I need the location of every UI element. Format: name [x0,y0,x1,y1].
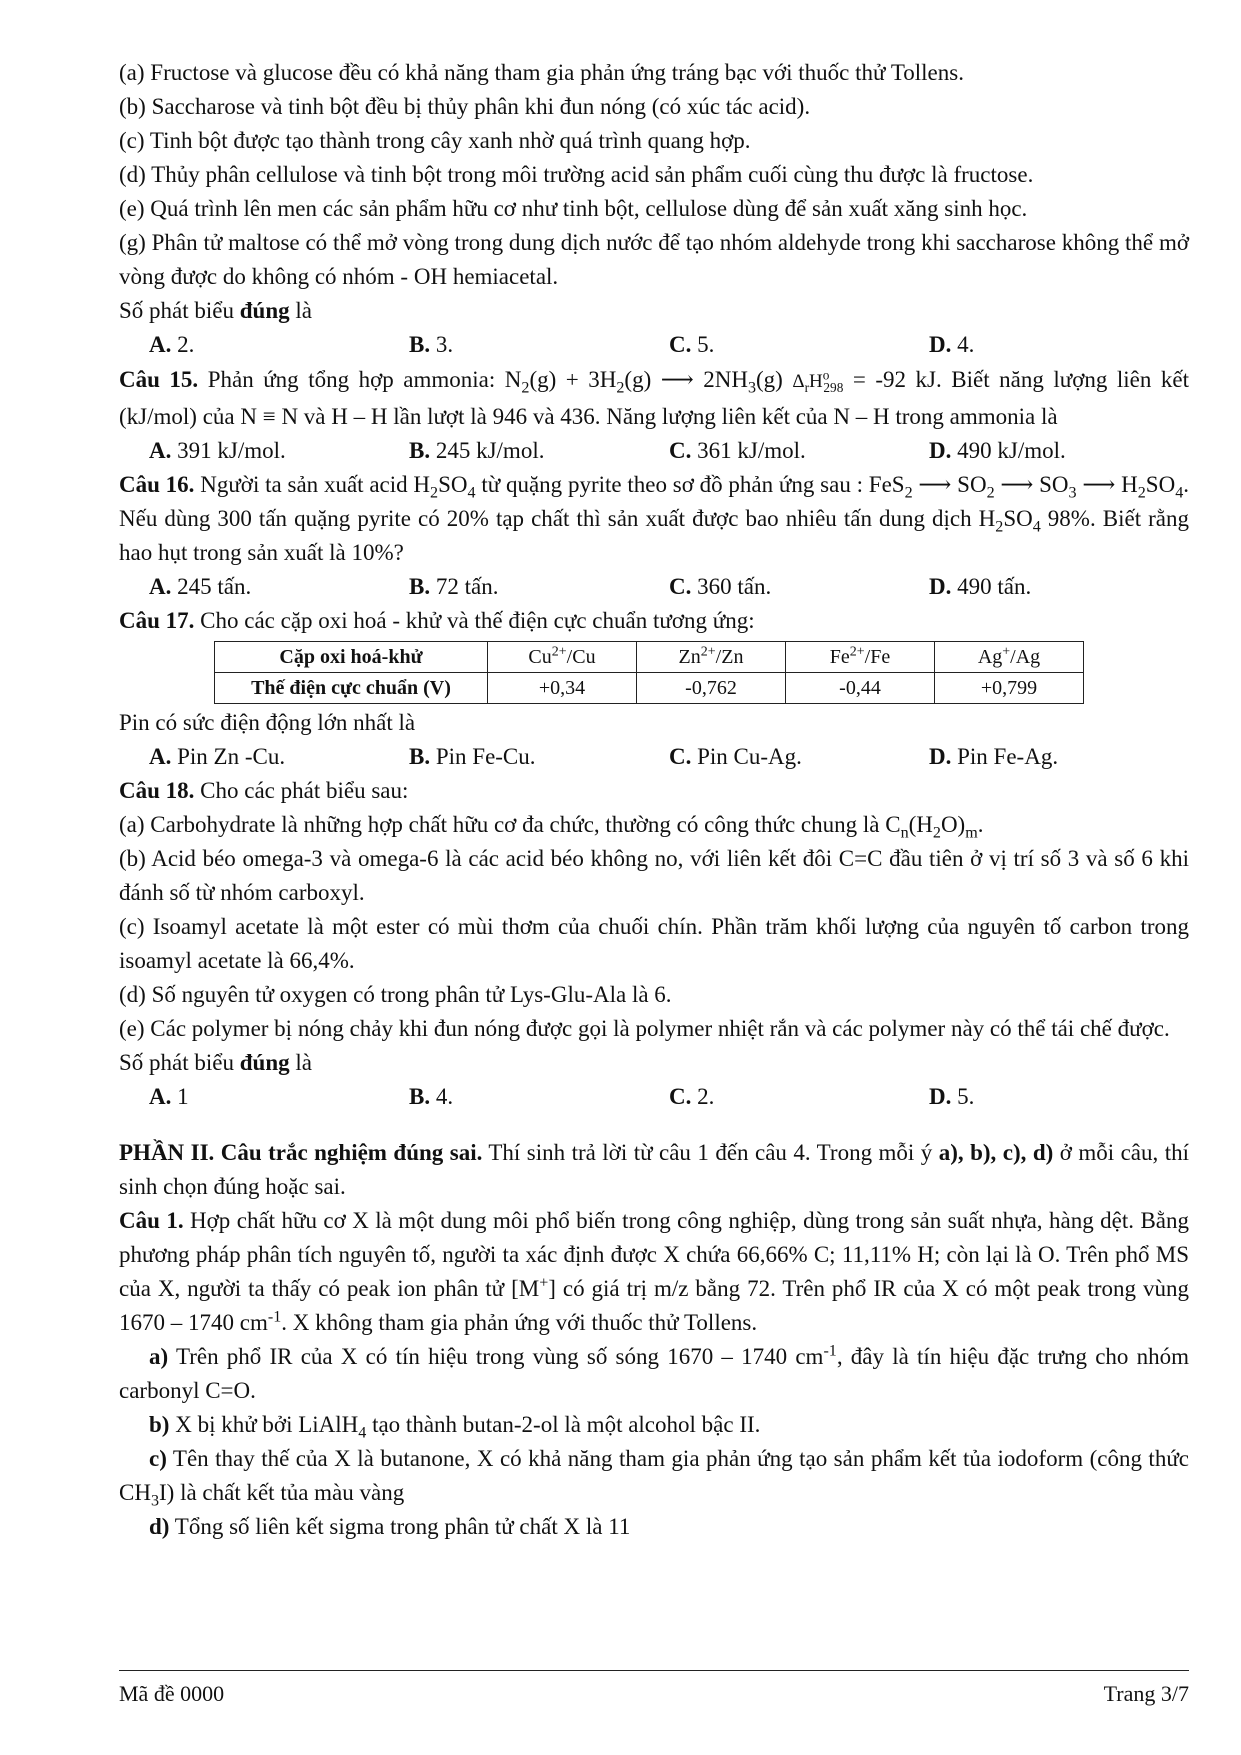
table-row [215,642,1084,673]
q15-options [119,434,1189,468]
q18-option-a: A. 1 [149,1084,189,1109]
q14-item-b: (b) Saccharose và tinh bột đều bị thủy phân khi đun nóng (có xúc tác acid). [119,94,811,119]
q18-item-c: (c) Isoamyl acetate là một ester có mùi thơm của chuối chín. Phần trăm khối lượng của nguyên tố carbon trong isoamyl acetate là 66,4%. [119,914,1189,973]
q14-option-a: A. 2. [149,332,195,357]
q14-option-b: B. 3. [409,332,454,357]
q18-item-d: (d) Số nguyên tử oxygen có trong phân tử Lys-Glu-Ala là 6. [119,982,672,1007]
q16-option-d: D. 490 tấn. [929,574,1032,599]
q18-stem: Câu 18. Cho các phát biểu sau: [119,778,409,803]
q15-option-b: B. 245 kJ/mol. [409,438,545,463]
table-cell-pair: $Cu^{2+}/Cu$ [488,642,637,673]
page-number: Trang 3/7 [1103,1681,1189,1706]
q17-option-b: B. Pin Fe-Cu. [409,744,536,769]
q14-item-d: (d) Thủy phân cellulose và tinh bột trong môi trường acid sản phẩm cuối cùng thu được là fructose. [119,162,1034,187]
enthalpy-symbol: $\Delta_rH^o_{298}$ [792,367,844,395]
part2-q1-statement-b: b) X bị khử bởi LiAlH$_4$ tạo thành butan-2-ol là một alcohol bậc II. [149,1412,761,1442]
table-cell-value: -0,762 [637,673,786,704]
page-content [119,56,1189,1544]
q16-option-a: A. 245 tấn. [149,574,252,599]
q18-label: Câu 18. [119,778,195,803]
page-footer [119,1670,1189,1711]
q16-option-c: C. 360 tấn. [669,574,772,599]
q16-label: Câu 16. [119,472,195,497]
q17-option-d: D. Pin Fe-Ag. [929,744,1059,769]
table-cell-value: -0,44 [786,673,935,704]
table-cell-pair: Ag+/Ag [935,642,1084,673]
q14-prompt: Số phát biểu đúng là [119,298,312,323]
q17-option-a: A. Pin Zn -Cu. [149,744,286,769]
table-row [215,673,1084,704]
part2-q1-statement-d: d) Tổng số liên kết sigma trong phân tử chất X là 11 [149,1514,631,1539]
q14-item-e: (e) Quá trình lên men các sản phẩm hữu cơ như tinh bột, cellulose dùng để sản xuất xăng sinh học. [119,196,1028,221]
electrode-potential-table [214,641,1084,704]
q17-label: Câu 17. [119,608,195,633]
section-gap [119,1114,1189,1136]
part2-q1-statement-a: a) Trên phổ IR của X có tín hiệu trong vùng số sóng 1670 – 1740 $cm^{-1}$, đây là tín hiệu đặc trưng cho nhóm carbonyl C=O. [119,1342,1190,1403]
part2-heading: PHẦN II. Câu trắc nghiệm đúng sai. Thí sinh trả lời từ câu 1 đến câu 4. Trong mỗi ý a), b), c), d) ở mỗi câu, thí sinh chọn đúng hoặc sai. [119,1140,1189,1199]
q18-option-b: B. 4. [409,1084,454,1109]
exam-code: Mã đề 0000 [119,1681,225,1706]
part2-q1-statement-c: c) Tên thay thế của X là butanone, X có khả năng tham gia phản ứng tạo sản phẩm kết tủa iodoform (công thức $CH_3I$) là chất kết tủa màu vàng [119,1446,1189,1510]
q18-options [119,1080,1189,1114]
part2-q1-label: Câu 1. [119,1208,184,1233]
q18-prompt: Số phát biểu đúng là [119,1050,312,1075]
q14-options [119,328,1189,362]
q17-options [119,740,1189,774]
q14-item-g: (g) Phân tử maltose có thể mở vòng trong dung dịch nước để tạo nhóm aldehyde trong khi saccharose không thể mở vòng được do không có nhóm - OH hemiacetal. [119,230,1189,289]
table-header-potential: Thế điện cực chuẩn (V) [215,673,488,704]
table-cell-value: +0,799 [935,673,1084,704]
q15-option-a: A. 391 kJ/mol. [149,438,286,463]
q17-stem: Câu 17. Cho các cặp oxi hoá - khử và thế điện cực chuẩn tương ứng: [119,608,755,633]
q14-option-c: C. 5. [669,332,715,357]
table-cell-pair: $Fe^{2+}/Fe$ [786,642,935,673]
q18-item-b: (b) Acid béo omega-3 và omega-6 là các acid béo không no, với liên kết đôi C=C đầu tiên ở vị trí số 3 và số 6 khi đánh số từ nhóm carboxyl. [119,846,1189,905]
table-cell-pair: $Zn^{2+}/Zn$ [637,642,786,673]
q14-item-a: (a) Fructose và glucose đều có khả năng tham gia phản ứng tráng bạc với thuốc thử Tollens. [119,60,964,85]
q16-stem: Câu 16. Người ta sản xuất acid $H_2SO_4$ từ quặng pyrite theo sơ đồ phản ứng sau : FeS$_2$ ⟶ $SO_2$ ⟶ $SO_3$ ⟶ $H_2SO_4$. Nếu dùng 300 tấn quặng pyrite có 20% tạp chất thì sản xuất được bao nhiêu tấn dung dịch $H_2SO_4$ 98%. Biết rằng hao hụt trong sản xuất là 10%? [119,472,1189,565]
q14-option-d: D. 4. [929,332,975,357]
q17-option-c: C. Pin Cu-Ag. [669,744,802,769]
q15-option-c: C. 361 kJ/mol. [669,438,806,463]
q16-options [119,570,1189,604]
q18-option-c: C. 2. [669,1084,715,1109]
q14-item-c: (c) Tinh bột được tạo thành trong cây xanh nhờ quá trình quang hợp. [119,128,751,153]
part2-q1-stem: Câu 1. Hợp chất hữu cơ X là một dung môi phổ biến trong công nghiệp, dùng trong sản suất nhựa, hàng dệt. Bằng phương pháp phân tích nguyên tố, người ta xác định được X chứa 66,66% C; 11,11% H; còn lại là O. Trên phổ MS của X, người ta thấy có peak ion phân tử [M+] có giá trị m/z bằng 72. Trên phổ IR của X có một peak trong vùng 1670 – 1740 $cm^{-1}$. X không tham gia phản ứng với thuốc thử Tollens. [119,1208,1189,1335]
q17-prompt: Pin có sức điện động lớn nhất là [119,710,416,735]
table-cell-value: +0,34 [488,673,637,704]
q18-option-d: D. 5. [929,1084,975,1109]
q16-option-b: B. 72 tấn. [409,574,499,599]
q18-item-e: (e) Các polymer bị nóng chảy khi đun nóng được gọi là polymer nhiệt rắn và các polymer này có thể tái chế được. [119,1016,1170,1041]
q15-label: Câu 15. [119,367,199,392]
q15-option-d: D. 490 kJ/mol. [929,438,1066,463]
q18-item-a: (a) Carbohydrate là những hợp chất hữu cơ đa chức, thường có công thức chung là $C_n(H_2O)_m$. [119,812,984,842]
q15-stem: Câu 15. Phản ứng tổng hợp ammonia: $N_2(g) + 3H_2(g)$ ⟶ $2NH_3(g) \Delta_rH^o_{298} = -92$ kJ. Biết năng lượng liên kết (kJ/mol) của N ≡ N và H – H lần lượt là 946 và 436. Năng lượng liên kết của N – H trong ammonia là [119,367,1189,429]
table-header-pair: Cặp oxi hoá-khử [215,642,488,673]
